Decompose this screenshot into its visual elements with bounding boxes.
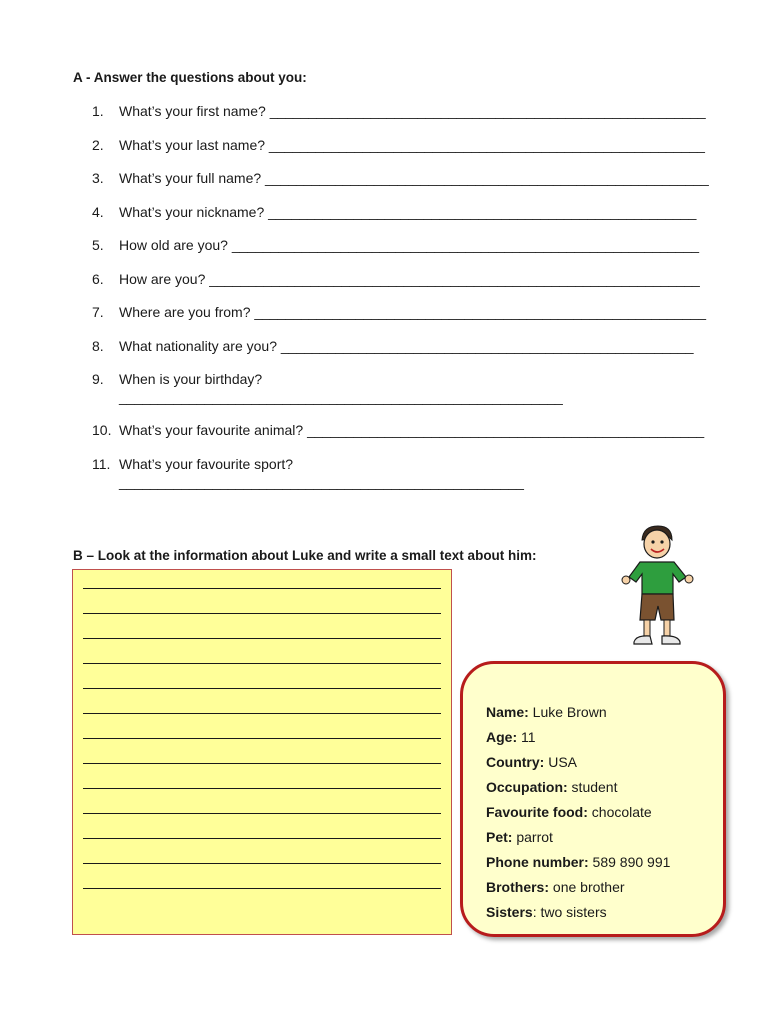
question-text: What’s your last name? (119, 137, 269, 153)
info-value: one brother (549, 879, 625, 895)
luke-info-card (460, 661, 726, 937)
info-label: Country: (486, 754, 545, 770)
question-7 (92, 303, 706, 321)
answer-line[interactable]: ________________________________________________________ (268, 137, 705, 153)
writing-box[interactable] (72, 569, 452, 935)
question-5 (92, 236, 699, 254)
question-8 (92, 337, 694, 355)
question-text: What nationality are you? (119, 338, 281, 354)
answer-line[interactable]: __________________________________________________________ (254, 304, 706, 320)
info-sisters (486, 904, 607, 920)
info-name (486, 704, 607, 720)
answer-line[interactable]: ________________________________________________________ (269, 103, 706, 119)
question-number: 7. (92, 304, 104, 320)
question-number: 5. (92, 237, 104, 253)
answer-line[interactable]: ___________________________________________________ (307, 422, 705, 438)
question-2 (92, 136, 705, 154)
answer-line[interactable]: _____________________________________________________ (280, 338, 694, 354)
question-number: 11. (92, 456, 111, 472)
info-phone-number (486, 854, 670, 870)
info-value: Luke Brown (528, 704, 607, 720)
info-value: : two sisters (532, 904, 607, 920)
writing-line[interactable] (83, 763, 441, 764)
writing-line[interactable] (83, 638, 441, 639)
section-a-title: A - Answer the questions about you: (73, 70, 307, 85)
info-label: Sisters (486, 904, 533, 920)
info-label: Favourite food: (486, 804, 588, 820)
question-number: 2. (92, 137, 104, 153)
question-text: What’s your favourite sport? (119, 456, 294, 472)
answer-line[interactable]: _________________________________________________________ (265, 170, 709, 186)
question-9 (92, 370, 563, 406)
writing-line[interactable] (83, 863, 441, 864)
info-brothers (486, 879, 625, 895)
boy-cartoon-illustration (616, 522, 700, 654)
question-number: 9. (92, 371, 104, 387)
writing-line[interactable] (83, 588, 441, 589)
question-10 (92, 421, 704, 439)
answer-line[interactable]: _______________________________________________________________ (209, 271, 700, 287)
writing-line[interactable] (83, 688, 441, 689)
answer-line[interactable]: _______________________________________________________ (268, 204, 697, 220)
info-label: Occupation: (486, 779, 568, 795)
info-value: 11 (517, 729, 536, 745)
info-value: 589 890 991 (588, 854, 671, 870)
answer-line[interactable]: _________________________________________________________ (119, 389, 563, 405)
writing-line[interactable] (83, 888, 441, 889)
question-6 (92, 270, 700, 288)
question-text: What’s your nickname? (119, 204, 269, 220)
question-text: What’s your first name? (119, 103, 270, 119)
info-label: Brothers: (486, 879, 550, 895)
question-number: 10. (92, 422, 112, 438)
question-number: 8. (92, 338, 104, 354)
question-text: What’s your full name? (119, 170, 266, 186)
writing-line[interactable] (83, 813, 441, 814)
info-occupation (486, 779, 618, 795)
info-label: Age: (486, 729, 518, 745)
info-favourite-food (486, 804, 652, 820)
section-b-title: B – Look at the information about Luke and write a small text about him: (73, 548, 537, 563)
question-text: When is your birthday? (119, 371, 263, 387)
writing-line[interactable] (83, 713, 441, 714)
info-label: Phone number: (486, 854, 589, 870)
question-number: 4. (92, 204, 104, 220)
question-text: What’s your favourite animal? (119, 422, 308, 438)
question-number: 6. (92, 271, 104, 287)
info-value: chocolate (587, 804, 652, 820)
info-value: student (567, 779, 618, 795)
question-11 (92, 455, 524, 491)
writing-line[interactable] (83, 738, 441, 739)
question-text: How old are you? (119, 237, 232, 253)
writing-line[interactable] (83, 613, 441, 614)
question-number: 1. (92, 103, 104, 119)
info-label: Name: (486, 704, 529, 720)
writing-line[interactable] (83, 788, 441, 789)
info-label: Pet: (486, 829, 513, 845)
info-value: USA (544, 754, 578, 770)
writing-line[interactable] (83, 663, 441, 664)
question-text: Where are you from? (119, 304, 255, 320)
info-pet (486, 829, 553, 845)
info-age (486, 729, 536, 745)
question-1 (92, 102, 706, 120)
answer-line[interactable]: ____________________________________________________________ (231, 237, 700, 253)
info-value: parrot (512, 829, 553, 845)
writing-line[interactable] (83, 838, 441, 839)
question-3 (92, 169, 709, 187)
question-number: 3. (92, 170, 104, 186)
question-4 (92, 203, 696, 221)
question-text: How are you? (119, 271, 210, 287)
answer-line[interactable]: ____________________________________________________ (119, 474, 524, 490)
info-country (486, 754, 577, 770)
